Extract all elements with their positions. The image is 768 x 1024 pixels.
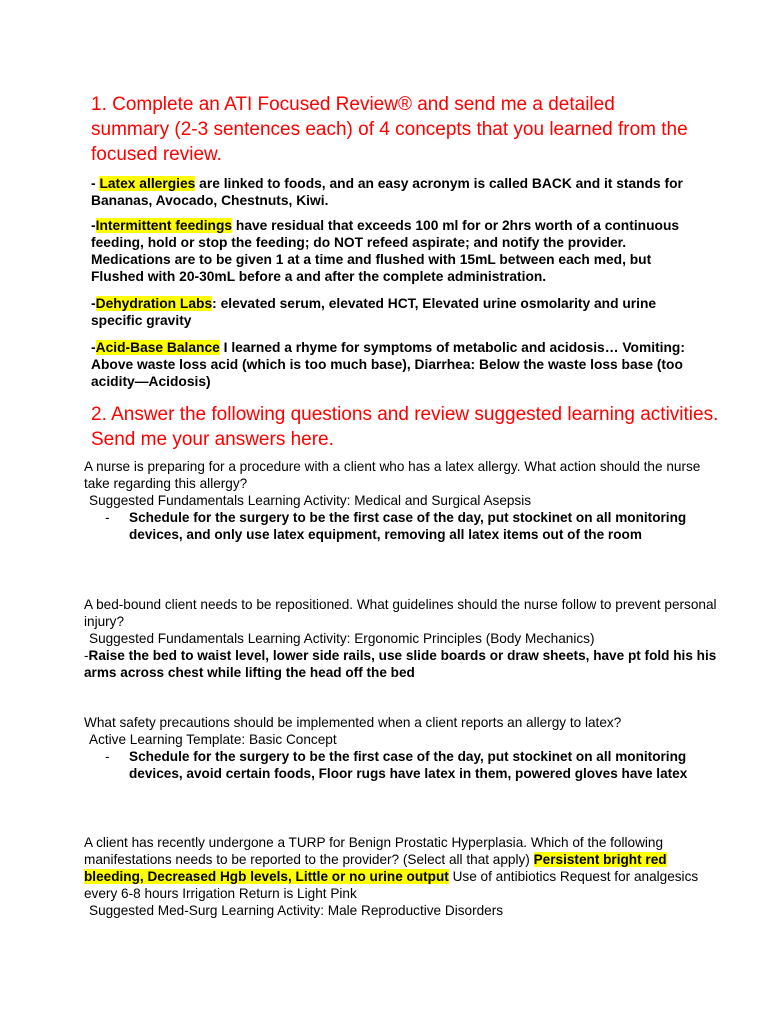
- summary-prefix: -: [91, 340, 96, 355]
- summary-prefix: -: [91, 296, 96, 311]
- question-block: [84, 714, 724, 782]
- answer-item: [84, 509, 724, 543]
- summary-text: I learned a rhyme for symptoms of metabolic and acidosis… Vomiting: Above waste loss acid (which is too much base), Diarrhea: Below the waste loss base (too acidity—Acidosis): [91, 340, 685, 389]
- summary-text: : elevated serum, elevated HCT, Elevated urine osmolarity and urine specific gravity: [91, 296, 657, 328]
- question-text: A nurse is preparing for a procedure with a client who has a latex allergy. What action should the nurse take regarding this allergy?: [84, 459, 701, 491]
- answer-text: Schedule for the surgery to be the first case of the day, put stockinet on all monitoring devices, and only use latex equipment, removing all latex items out of the room: [129, 510, 687, 542]
- question-text: A bed-bound client needs to be repositioned. What guidelines should the nurse follow to prevent personal injury?: [84, 597, 717, 629]
- section-1-heading: 1. Complete an ATI Focused Review® and send me a detailed summary (2-3 sentences each) of 4 concepts that you learned from the focused review.: [91, 94, 688, 165]
- highlighted-term: Dehydration Labs: [95, 296, 213, 311]
- summary-latex-allergies: [91, 175, 691, 209]
- question-block: [84, 834, 724, 919]
- list-dash: -: [84, 648, 89, 663]
- summary-dehydration-labs: [91, 295, 691, 329]
- question-with-options: [84, 834, 724, 902]
- remaining-options: Use of antibiotics Request for analgesics every 6-8 hours Irrigation Return is Light Pink: [84, 869, 699, 901]
- question-block: [84, 458, 724, 543]
- learning-activity: Active Learning Template: Basic Concept: [89, 732, 337, 747]
- answer-text: Raise the bed to waist level, lower side rails, use slide boards or draw sheets, have pt fold his his arms across chest while lifting the head off the bed: [84, 648, 717, 680]
- list-dash: -: [105, 510, 110, 525]
- learning-activity: Suggested Med-Surg Learning Activity: Male Reproductive Disorders: [89, 903, 504, 918]
- answer-item: [84, 748, 724, 782]
- summary-intermittent-feedings: [91, 217, 691, 285]
- question-text: What safety precautions should be implemented when a client reports an allergy to latex?: [84, 715, 622, 730]
- question-block: [84, 596, 724, 681]
- answer-item: [84, 647, 724, 681]
- summary-text: have residual that exceeds 100 ml for or 2hrs worth of a continuous feeding, hold or stop the feeding; do NOT refeed aspirate; and notify the provider. Medications are to be given 1 at a time and flushed with 15mL between each med, but Flushed with 20-30mL before a and after the complete administration.: [91, 218, 680, 284]
- summary-prefix: -: [91, 218, 96, 233]
- summary-acid-base-balance: [91, 339, 691, 390]
- highlighted-term: Intermittent feedings: [95, 218, 233, 233]
- learning-activity: Suggested Fundamentals Learning Activity: Ergonomic Principles (Body Mechanics): [89, 631, 595, 646]
- section-2-heading: 2. Answer the following questions and review suggested learning activities. Send me your answers here.: [91, 404, 719, 450]
- highlighted-answer: Persistent bright red bleeding, Decreased Hgb levels, Little or no urine output: [84, 852, 667, 884]
- summary-text: are linked to foods, and an easy acronym is called BACK and it stands for Bananas, Avocado, Chestnuts, Kiwi.: [91, 176, 683, 208]
- question-text: A client has recently undergone a TURP for Benign Prostatic Hyperplasia. Which of the following manifestations needs to be reported to the provider? (Select all that apply): [84, 835, 664, 867]
- answer-text: Schedule for the surgery to be the first case of the day, put stockinet on all monitoring devices, avoid certain foods, Floor rugs have latex in them, powered gloves have latex: [129, 749, 688, 781]
- list-dash: -: [105, 749, 110, 764]
- highlighted-term: Latex allergies: [99, 176, 196, 191]
- summary-prefix: -: [91, 176, 100, 191]
- learning-activity: Suggested Fundamentals Learning Activity: Medical and Surgical Asepsis: [89, 493, 532, 508]
- highlighted-term: Acid-Base Balance: [95, 340, 220, 355]
